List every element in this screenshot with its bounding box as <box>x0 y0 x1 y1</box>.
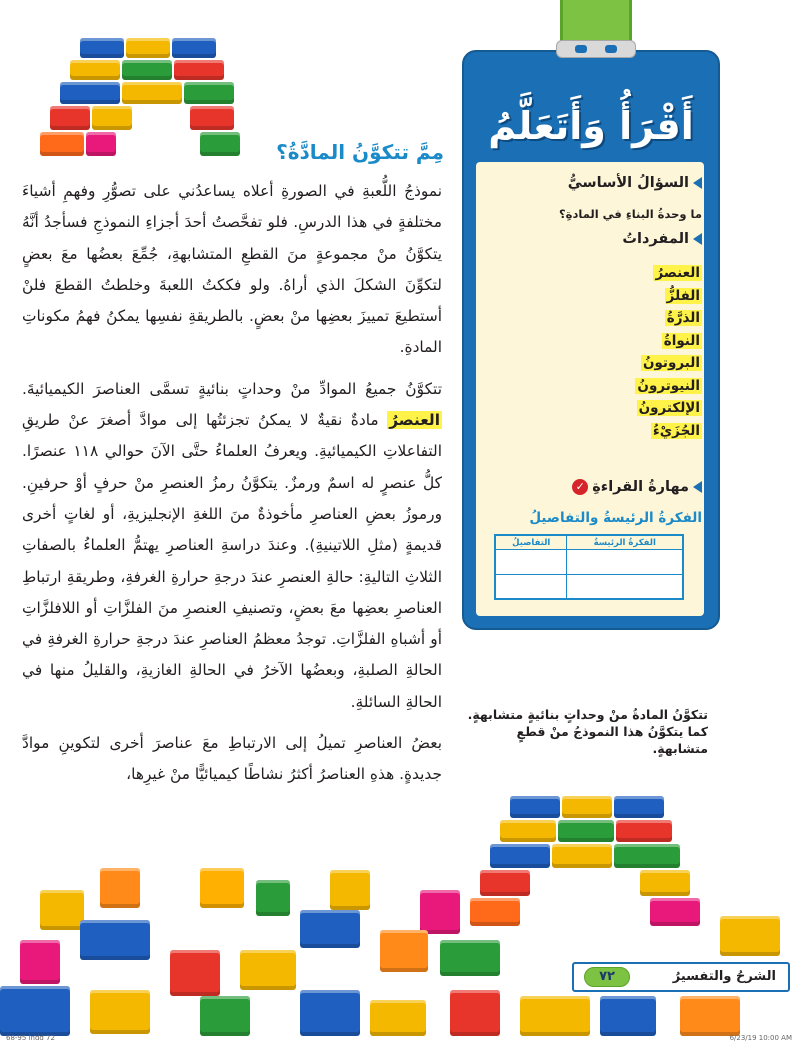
body-paragraph-part: مادةٌ نقيةٌ لا يمكنُ تجزئتُها إلى موادَّ أصغرَ عنْ طريقِ التفاعلاتِ الكيميائيةِ. ويعرفُ العلماءُ حتَّى الآنَ حوالي ١١٨ عنصرًا. كلُّ عنصرٍ له اسمٌ ورمزٌ. يتكوَّنُ رمزُ العنصرِ منْ حرفٍ أوْ حرفينِ. ورموزُ بعضِ العناصرِ مأخوذةٌ منَ اللغةِ الإنجليزيةِ، أو لغاتٍ أخرى قديمةٍ (مثلِ اللاتينيةِ). وعندَ دراسةِ العناصرِ يهتمُّ العلماءُ بالصفاتِ الثلاثِ التاليةِ: حالةِ العنصرِ عندَ درجةِ حرارةِ الغرفةِ، وطريقةِ ارتباطِ العناصرِ بعضِها معَ بعضٍ، وتصنيفِ العنصرِ منَ الفلزَّاتِ أو اللافلزَّاتِ أو أشباهِ الفلزَّاتِ. توجدُ معظمُ العناصرِ عندَ درجةِ حرارةِ الغرفةِ في الحالةِ الصلبةِ، وبعضُها الآخرُ في الحالةِ الغازيةِ، والقليلُ منها في الحالةِ السائلةِ. <box>22 411 443 711</box>
essential-question-label: السؤالُ الأساسيُّ <box>567 175 689 191</box>
footer-section-label: الشرحُ والتفسيرُ <box>672 969 776 984</box>
panel-title: أَقْرَأُ وَأَتَعَلَّمُ <box>488 104 694 148</box>
vocabulary-heading-row <box>622 228 702 247</box>
image-caption <box>458 706 708 757</box>
body-paragraph: نموذجُ اللُّعبةِ في الصورةِ أعلاه يساعدُني على تصوُّرِ وفهمِ أشياءَ مختلفةٍ في هذا الدرسِ. فلو تفحَّصتُ أحدَ أجزاءِ النموذجِ فسأجدُ أنَّهُ يتكوَّنُ منْ مجموعةٍ منَ القطعِ المتشابهةِ، جُمِّعَ بعضُها معَ بعضٍ لتكوِّنَ الشكلَ الذي أراهُ. ولو فككتُ اللعبةَ وخلطتُ القطعَ فلنْ أستطيعَ تمييزَ بعضِها منْ بعضٍ. بالطريقةِ نفسِها يمكنُ فهمُ مكوناتِ المادةِ. <box>22 182 442 357</box>
lego-model-bottom <box>0 790 800 1040</box>
vocabulary-item: الإلكترونُ <box>638 400 700 416</box>
organizer-cell <box>567 550 683 575</box>
graphic-organizer <box>494 534 684 600</box>
organizer-header-main-idea: الفكرةُ الرئيسةُ <box>567 536 683 550</box>
vocabulary-item: العنصرُ <box>655 265 700 281</box>
vocabulary-item: البروتونُ <box>642 355 700 371</box>
arrow-marker-icon <box>693 177 702 189</box>
print-slug-left: 68-95 indd 72 <box>6 1034 55 1042</box>
caption-line: كما يتكوَّنُ هذا النموذجُ منْ قطعٍ متشابهةٍ. <box>516 724 708 756</box>
vocabulary-item: الجُزَيْءُ <box>652 422 700 439</box>
vocabulary-label: المفرداتُ <box>622 231 689 247</box>
organizer-cell <box>496 550 567 575</box>
check-icon: ✓ <box>572 479 588 495</box>
organizer-header-details: التفاصيلُ <box>496 536 567 550</box>
body-text <box>22 176 442 801</box>
vocabulary-item: النيوترونُ <box>637 377 700 394</box>
organizer-cell <box>567 574 683 599</box>
print-slug-right: 6/23/19 10:00 AM <box>729 1034 792 1042</box>
key-term-highlight: العنصرُ <box>389 411 440 430</box>
organizer-cell <box>496 574 567 599</box>
reading-skill-label: مهارةُ القراءةِ <box>592 479 689 495</box>
arrow-marker-icon <box>693 233 702 245</box>
reading-skill-row <box>572 476 702 495</box>
vocabulary-item: النواةُ <box>663 332 700 349</box>
section-heading: مِمَّ تتكوَّنُ المادَّةُ؟ <box>276 140 444 164</box>
arrow-marker-icon <box>693 481 702 493</box>
body-paragraph: بعضُ العناصرِ تميلُ إلى الارتباطِ معَ عناصرَ أخرى لتكوينِ موادَّ جديدةٍ. هذهِ العناصرُ أكثرُ نشاطًا كيميائيًّا منْ غيرِها، <box>22 734 442 784</box>
essential-question <box>559 203 702 222</box>
essential-question-text: ما وحدةُ البناءِ في المادةِ؟ <box>559 207 702 221</box>
reading-skill-name: الفكرةُ الرئيسةُ والتفاصيلُ <box>529 510 702 526</box>
vocabulary-item: الفلزُّ <box>666 287 700 304</box>
page-number: ٧٢ <box>584 967 630 987</box>
footer-section-bar <box>572 962 790 992</box>
vocabulary-item: الذرَّةُ <box>666 310 700 326</box>
essential-question-row <box>568 172 702 191</box>
caption-line: تتكوَّنُ المادةُ منْ وحداتٍ بنائيةٍ متشابهةٍ. <box>467 707 708 722</box>
body-paragraph <box>22 374 442 718</box>
panel-clip <box>556 40 636 58</box>
body-paragraph-part: تتكوَّنُ جميعُ الموادِّ منْ وحداتٍ بنائيةٍ تسمَّى العناصرَ الكيميائيةَ. <box>22 379 442 398</box>
vocabulary-list <box>635 262 702 442</box>
